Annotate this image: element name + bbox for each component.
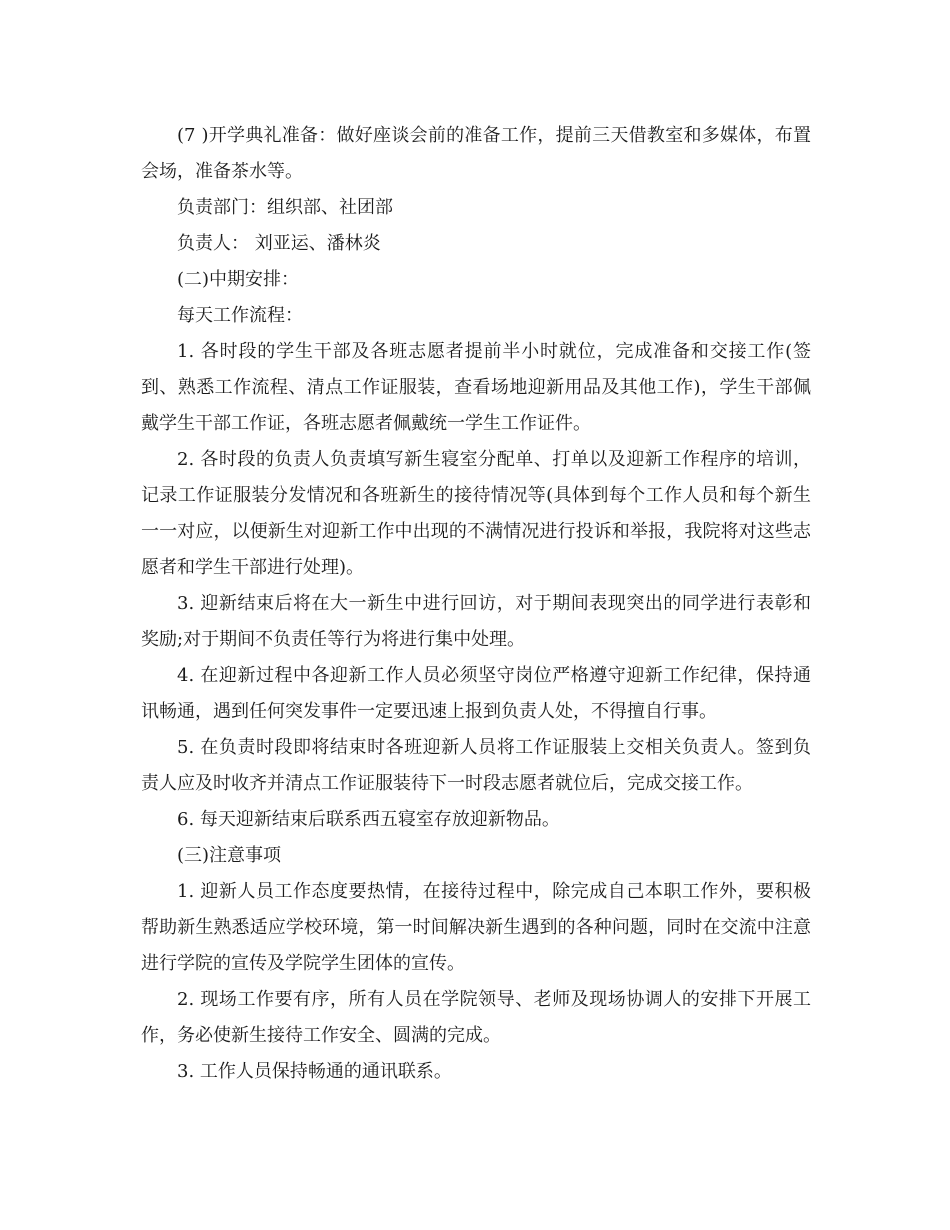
list-item-workflow-5: 5. 在负责时段即将结束时各班迎新人员将工作证服装上交相关负责人。签到负责人应及时收齐并清点工作证服装待下一时段志愿者就位后，完成交接工作。 (141, 737, 811, 794)
subheading-daily-workflow: 每天工作流程： (177, 305, 303, 326)
paragraph-opening-ceremony: (7 )开学典礼准备：做好座谈会前的准备工作，提前三天借教室和多媒体，布置会场，准备茶水等。 (141, 125, 811, 182)
list-item-workflow-3: 3. 迎新结束后将在大一新生中进行回访，对于期间表现突出的同学进行表彰和奖励;对于期间不负责任等行为将进行集中处理。 (141, 593, 811, 650)
list-item-notes-2: 2. 现场工作要有序，所有人员在学院领导、老师及现场协调人的安排下开展工作，务必使新生接待工作安全、圆满的完成。 (141, 989, 811, 1046)
list-item-workflow-4: 4. 在迎新过程中各迎新工作人员必须坚守岗位严格遵守迎新工作纪律，保持通讯畅通，遇到任何突发事件一定要迅速上报到负责人处，不得擅自行事。 (141, 665, 811, 722)
document-body (141, 118, 811, 1090)
list-item-notes-1: 1. 迎新人员工作态度要热情，在接待过程中，除完成自己本职工作外，要积极帮助新生熟悉适应学校环境，第一时间解决新生遇到的各种问题，同时在交流中注意进行学院的宣传及学院学生团体的宣传。 (141, 881, 811, 974)
list-item-notes-3: 3. 工作人员保持畅通的通讯联系。 (177, 1061, 452, 1082)
section-heading-notes: (三)注意事项 (177, 845, 282, 866)
list-item-workflow-1: 1. 各时段的学生干部及各班志愿者提前半小时就位，完成准备和交接工作(签到、熟悉工作流程、清点工作证服装，查看场地迎新用品及其他工作)，学生干部佩戴学生干部工作证，各班志愿者佩戴统一学生工作证件。 (141, 341, 811, 434)
list-item-workflow-2: 2. 各时段的负责人负责填写新生寝室分配单、打单以及迎新工作程序的培训，记录工作证服装分发情况和各班新生的接待情况等(具体到每个工作人员和每个新生一一对应，以便新生对迎新工作中出现的不满情况进行投诉和举报，我院将对这些志愿者和学生干部进行处理)。 (141, 449, 811, 578)
section-heading-mid-term: (二)中期安排： (177, 269, 300, 290)
paragraph-responsible-departments: 负责部门：组织部、社团部 (177, 197, 393, 218)
list-item-workflow-6: 6. 每天迎新结束后联系西五寝室存放迎新物品。 (177, 809, 560, 830)
paragraph-responsible-persons: 负责人： 刘亚运、潘林炎 (177, 233, 381, 254)
